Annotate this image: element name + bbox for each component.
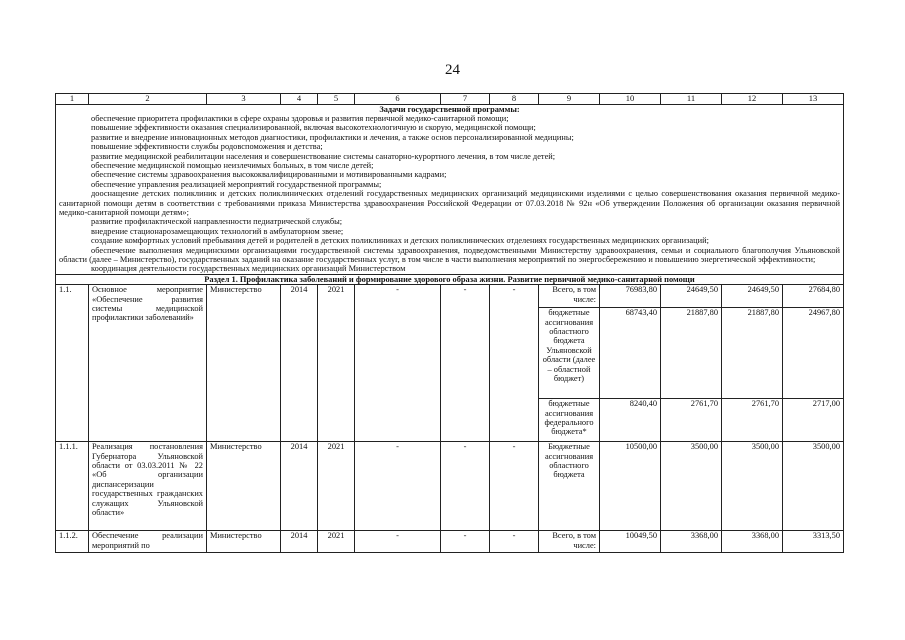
tasks-title: Задачи государственной программы: (379, 104, 520, 114)
cell-col7: - (441, 531, 490, 553)
col-header: 13 (783, 94, 844, 105)
measure-name: Обеспечение реализации мероприятий по (89, 531, 207, 553)
col-header: 11 (661, 94, 722, 105)
amount-year: 3368,00 (661, 531, 722, 553)
amount-year: 24649,50 (722, 285, 783, 308)
task-item: повышение эффективности службы родовспоможения и детства; (91, 142, 323, 152)
executor: Министерство (207, 531, 281, 553)
task-item: развитие и внедрение инновационных методов диагностики, профилактики и лечения, а также основ персонализированной медицины; (91, 132, 574, 142)
col-header: 4 (281, 94, 318, 105)
task-item: обеспечение выполнения медицинскими организациями государственной системы здравоохранения, подведомственными Министерству здравоохранения, семьи и социального благополучия Ульяновской области (далее – Министерство), государственных заданий на оказание государственных услуг, в том числе в части выполнения мероприятий по энергосбережению и повышению энергетической эффективности; (59, 245, 840, 265)
amount-total: 10049,50 (600, 531, 661, 553)
col-header: 6 (355, 94, 441, 105)
col-header: 3 (207, 94, 281, 105)
col-header: 12 (722, 94, 783, 105)
end-year: 2021 (318, 442, 355, 531)
amount-year: 21887,80 (722, 308, 783, 399)
funding-source: Всего, в том числе: (539, 285, 600, 308)
table-row (56, 442, 844, 531)
section-title: Раздел 1. Профилактика заболеваний и формирование здорового образа жизни. Развитие первичной медико-санитарной помощи (56, 274, 844, 284)
start-year: 2014 (281, 285, 318, 442)
col-header: 5 (318, 94, 355, 105)
amount-year: 27684,80 (783, 285, 844, 308)
col-header: 1 (56, 94, 89, 105)
amount-total: 68743,40 (600, 308, 661, 399)
amount-year: 21887,80 (661, 308, 722, 399)
section-header-row (56, 274, 844, 284)
task-item: создание комфортных условий пребывания детей и родителей в детских поликлиниках и детских поликлинических отделениях государственных медицинских организаций; (91, 236, 709, 246)
col-header: 2 (89, 94, 207, 105)
task-item: обеспечение управления реализацией мероприятий государственной программы; (91, 179, 382, 189)
cell-col8: - (490, 285, 539, 442)
row-number: 1.1. (56, 285, 89, 442)
page-number: 24 (445, 62, 460, 78)
col-header: 8 (490, 94, 539, 105)
funding-source: бюджетные ассигнования федерального бюджета* (539, 399, 600, 442)
amount-year: 2761,70 (722, 399, 783, 442)
row-number: 1.1.2. (56, 531, 89, 553)
col-header: 10 (600, 94, 661, 105)
end-year: 2021 (318, 285, 355, 442)
amount-year: 24649,50 (661, 285, 722, 308)
amount-total: 10500,00 (600, 442, 661, 531)
task-item: развитие профилактической направленности педиатрической службы; (91, 217, 343, 227)
amount-year: 2761,70 (661, 399, 722, 442)
amount-year: 2717,00 (783, 399, 844, 442)
task-item: повышение эффективности оказания специализированной, включая высокотехнологичную и скорую, медицинской помощи; (91, 123, 536, 133)
column-number-row (56, 94, 844, 105)
cell-col7: - (441, 442, 490, 531)
program-tasks-row (56, 104, 844, 274)
cell-col8: - (490, 442, 539, 531)
task-item: внедрение стационарозамещающих технологий в амбулаторном звене; (91, 226, 344, 236)
start-year: 2014 (281, 442, 318, 531)
table-row (56, 531, 844, 553)
executor: Министерство (207, 442, 281, 531)
amount-year: 24967,80 (783, 308, 844, 399)
table-row (56, 285, 844, 308)
task-item: дооснащение детских поликлиник и детских поликлинических отделений государственных медицинских организаций медицинскими изделиями с целью совершенствования оказания первичной медико-санитарной помощи детям в соответствии с требованиями приказа Министерства здравоохранения Российской Федерации от 07.03.2018 № 92н «Об утверждении Положения об организации оказания первичной медико-санитарной помощи детям»; (59, 189, 840, 217)
amount-year: 3500,00 (661, 442, 722, 531)
amount-year: 3500,00 (722, 442, 783, 531)
task-item: развитие медицинской реабилитации населения и совершенствование системы санаторно-курортного лечения, в том числе детей; (91, 151, 556, 161)
task-item: обеспечение системы здравоохранения высококвалифицированными и мотивированными кадрами; (91, 170, 447, 180)
col-header: 9 (539, 94, 600, 105)
measure-name: Основное мероприятие «Обеспечение развития системы медицинской профилактики заболеваний» (89, 285, 207, 442)
amount-total: 8240,40 (600, 399, 661, 442)
task-item: обеспечение приоритета профилактики в сфере охраны здоровья и развития первичной медико-санитарной помощи; (91, 113, 509, 123)
col-header: 7 (441, 94, 490, 105)
start-year: 2014 (281, 531, 318, 553)
program-table (55, 93, 844, 553)
cell-col6: - (355, 531, 441, 553)
cell-col6: - (355, 285, 441, 442)
end-year: 2021 (318, 531, 355, 553)
executor: Министерство (207, 285, 281, 442)
cell-col7: - (441, 285, 490, 442)
program-tasks-cell (56, 104, 844, 274)
task-item: координация деятельности государственных медицинских организаций Министерством (91, 264, 406, 274)
funding-source: Бюджетные ассигнования областного бюджета (539, 442, 600, 531)
cell-col8: - (490, 531, 539, 553)
funding-source: Всего, в том числе: (539, 531, 600, 553)
amount-total: 76983,80 (600, 285, 661, 308)
measure-name: Реализация постановления Губернатора Ульяновской области от 03.03.2011 № 22 «Об организации диспансеризации государственных гражданских служащих Ульяновской области» (89, 442, 207, 531)
task-item: обеспечение медицинской помощью неизлечимых больных, в том числе детей; (91, 160, 374, 170)
row-number: 1.1.1. (56, 442, 89, 531)
amount-year: 3368,00 (722, 531, 783, 553)
amount-year: 3313,50 (783, 531, 844, 553)
cell-col6: - (355, 442, 441, 531)
funding-source: бюджетные ассигнования областного бюджета Ульяновской области (далее – областной бюджет) (539, 308, 600, 399)
amount-year: 3500,00 (783, 442, 844, 531)
